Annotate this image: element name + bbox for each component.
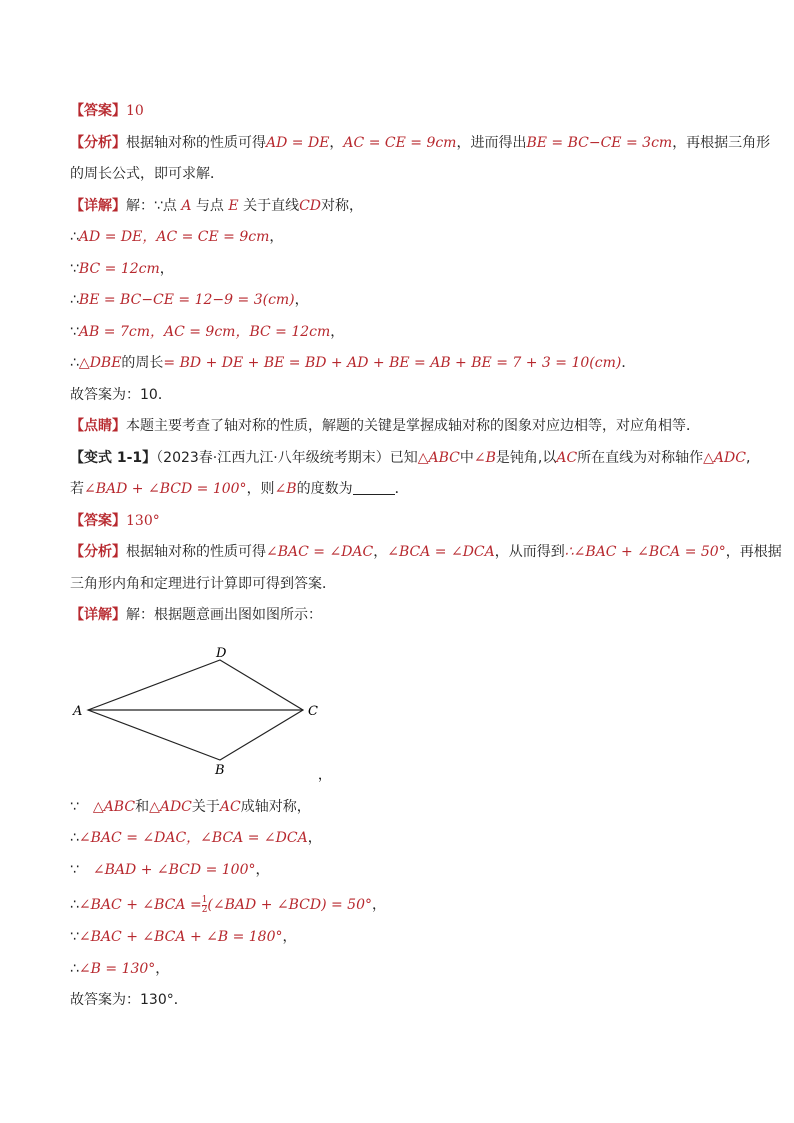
math-expr: BE = BC−CE = 12−9 = 3(cm)	[78, 292, 295, 308]
because-symbol: ∵	[70, 861, 93, 878]
detail-text: 解：根据题意画出图如图所示：	[126, 607, 322, 623]
analysis-2-line-1	[70, 539, 782, 571]
variant-text: 是钝角,以	[495, 449, 557, 466]
math-expr: △DBE	[78, 355, 122, 371]
answer-tag: 【答案】	[70, 103, 126, 119]
fraction-denominator: 2	[201, 904, 208, 915]
math-expr: ∠B	[274, 481, 297, 497]
analysis-1-line-1	[70, 130, 771, 162]
punct: ，	[155, 960, 170, 977]
detail-1-step-3	[70, 287, 730, 319]
because-symbol: ∵	[70, 323, 79, 340]
comment-text: 本题主要考查了轴对称的性质，解题的关键是掌握成轴对称的图象对应边相等，对应角相等．	[126, 418, 700, 434]
detail-2-final: 故答案为：130°．	[70, 992, 188, 1008]
point-label: E	[228, 197, 239, 214]
punct: ，	[255, 861, 270, 878]
math-expr: AD = DE	[266, 134, 330, 151]
answer-tag: 【答案】	[70, 512, 126, 529]
punct: ，	[269, 229, 284, 245]
variant-text: ,	[745, 449, 751, 466]
trailing-comma: ，	[318, 767, 332, 783]
detail-1-step-5	[70, 350, 730, 382]
because-symbol: ∵	[70, 798, 93, 815]
detail-2-step-2	[70, 825, 730, 857]
analysis-tag: 【分析】	[70, 134, 126, 151]
detail-2-intro	[70, 602, 730, 634]
therefore-symbol: ∴	[70, 830, 79, 846]
detail-2-step-3	[70, 857, 730, 889]
punct: ，	[282, 929, 297, 945]
variant-tag: 【变式 1-1】	[70, 449, 157, 466]
variant-line-2	[70, 476, 730, 508]
punct: ，	[159, 260, 174, 277]
analysis-text: 根据轴对称的性质可得	[126, 544, 266, 560]
answer-2	[70, 508, 730, 540]
math-expr: △ABC	[417, 449, 460, 466]
math-expr: △ADC	[703, 449, 746, 466]
math-expr: AC	[556, 449, 578, 466]
punct: ，	[372, 897, 386, 913]
answer-blank	[353, 478, 395, 495]
because-symbol: ∵	[70, 929, 79, 945]
label-b: B	[215, 762, 225, 778]
math-expr: ∠BAD + ∠BCD = 100°	[92, 861, 256, 878]
fraction-numerator: 1	[201, 894, 208, 905]
punct: ，	[330, 323, 345, 340]
variant-text: ，则	[246, 481, 275, 497]
punct: ．	[394, 481, 409, 497]
variant-line-1	[70, 445, 751, 477]
analysis-text: ，进而得出	[456, 134, 527, 151]
detail-text: 对称，	[321, 197, 364, 214]
detail-text: 关于	[191, 798, 220, 815]
detail-1-step-4	[70, 319, 730, 351]
variant-text: 的度数为	[296, 481, 353, 497]
math-expr: BC = 12cm	[78, 260, 160, 277]
comment-tag: 【点睛】	[70, 418, 126, 434]
math-expr: ∠B = 130°	[78, 960, 156, 977]
detail-text: 与点	[191, 197, 229, 214]
detail-1-step-2	[70, 256, 730, 288]
detail-2-step-5	[70, 924, 730, 956]
math-expr: ∠BCA = ∠DCA	[387, 544, 495, 560]
detail-text: 的周长	[121, 355, 164, 371]
analysis-text: 根据轴对称的性质可得	[126, 134, 266, 151]
analysis-text: ，再根据	[725, 544, 782, 560]
punct: ，	[294, 292, 309, 308]
detail-2-step-1	[70, 794, 730, 826]
analysis-tag: 【分析】	[70, 544, 126, 560]
variant-text: 若	[70, 481, 84, 497]
comment-1	[70, 413, 730, 445]
label-a: A	[73, 703, 83, 719]
answer-value: 10	[126, 103, 144, 119]
detail-1-step-1	[70, 224, 730, 256]
quadrilateral-diagram	[70, 634, 370, 794]
detail-tag: 【详解】	[70, 197, 126, 214]
answer-value: 130°	[126, 512, 160, 529]
therefore-symbol: ∴	[70, 355, 79, 371]
variant-text: （2023春·江西九江·八年级统考期末）已知	[156, 449, 418, 466]
separator: ，	[373, 544, 388, 560]
punct: ．	[621, 355, 636, 371]
therefore-symbol: ∴	[70, 229, 79, 245]
variant-text: 所在直线为对称轴作	[577, 449, 704, 466]
math-expr: AD = DE，AC = CE = 9cm	[78, 229, 270, 245]
detail-text: 和	[135, 798, 150, 815]
detail-2-step-6	[70, 956, 730, 988]
math-expr: BE = BC−CE = 3cm	[526, 134, 673, 151]
document-body	[70, 98, 782, 1019]
math-expr: (∠BAD + ∠BCD) = 50°	[207, 897, 372, 913]
line-label: CD	[299, 197, 322, 214]
analysis-text: ，再根据三角形	[672, 134, 771, 151]
math-expr: ∴∠BAC + ∠BCA = 50°	[564, 544, 726, 560]
math-expr: ∠BAC + ∠BCA + ∠B = 180°	[78, 929, 283, 945]
math-expr: AC	[219, 798, 241, 815]
therefore-symbol: ∴	[70, 897, 79, 913]
detail-tag: 【详解】	[70, 607, 126, 623]
label-c: C	[308, 703, 318, 719]
point-label: A	[181, 197, 192, 214]
detail-text: 成轴对称，	[240, 798, 311, 815]
math-expr: ∠BAC = ∠DAC，∠BCA = ∠DCA	[78, 830, 308, 846]
detail-2-step-4	[70, 888, 730, 924]
analysis-text: ，从而得到	[494, 544, 565, 560]
detail-1-intro	[70, 193, 730, 225]
because-symbol: ∵	[70, 260, 79, 277]
analysis-1-line-2: 的周长公式，即可求解．	[70, 166, 224, 182]
rhombus-figure	[70, 634, 730, 794]
punct: ，	[307, 830, 322, 846]
math-expr: ∠BAC + ∠BCA =	[78, 897, 202, 913]
analysis-2-line-2: 三角形内角和定理进行计算即可得到答案．	[70, 575, 336, 592]
variant-text: 中	[459, 449, 474, 466]
math-expr: △ABC	[92, 798, 136, 815]
detail-text: 关于直线	[238, 197, 300, 214]
math-expr: AB = 7cm，AC = 9cm，BC = 12cm	[78, 323, 331, 340]
detail-text: 解：∵点	[126, 197, 182, 214]
math-expr: ∠BAD + ∠BCD = 100°	[84, 481, 247, 497]
math-expr: = BD + DE + BE = BD + AD + BE = AB + BE = 7 + 3 = 10(cm)	[163, 355, 622, 371]
detail-1-final: 故答案为：10．	[70, 386, 172, 403]
math-expr: ∠B	[473, 449, 496, 466]
math-expr: △ADC	[149, 798, 192, 815]
answer-1	[70, 98, 730, 130]
math-expr: AC = CE = 9cm	[343, 134, 457, 151]
math-expr: ∠BAC = ∠DAC	[266, 544, 374, 560]
separator: ，	[329, 134, 344, 151]
therefore-symbol: ∴	[70, 960, 79, 977]
label-d: D	[216, 645, 227, 661]
therefore-symbol: ∴	[70, 292, 79, 308]
